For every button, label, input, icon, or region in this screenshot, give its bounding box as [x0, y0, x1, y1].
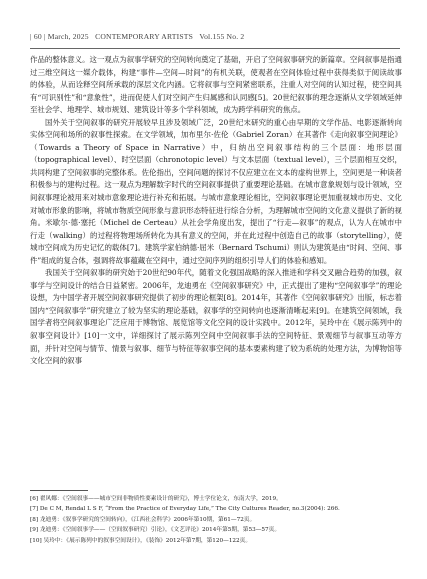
- page-number: 60: [33, 32, 42, 41]
- article-body: [30, 54, 402, 368]
- volume-issue: Vol.155 No. 2: [199, 32, 245, 41]
- footnote: [6] 翟风娜：《空间叙事——城市空间非物质性要素设计的研究》，博士学位论文，东南大学，2019。: [30, 496, 282, 502]
- header-divider: [30, 48, 400, 49]
- body-paragraph: 我国关于空间叙事的研究始于20世纪90年代，随着文化强国战略的深入推进和学科交叉融合趋势的加强，叙事学与空间设计的结合日益紧密。2006年，龙迪勇在《空间叙事研究》中，正式提出了建构“空间叙事学”的理论设想，为中国学者开展空间叙事研究提供了初步的理论框架[8]。2014年，其著作《空间叙事研究》出版，标志着国内“空间叙事学”研究建立了较为坚实的理论基础，叙事学的空间转向也逐渐清晰起来[9]。在建筑空间领域，我国学者将空间叙事理论广泛应用于博物馆、展览馆等文化空间的设计实践中。2012年，吴玲中在《展示陈列中的叙事空间设计》[10]一文中，详细探讨了展示陈列空间中空间叙事手法的空间特征、景观细节与叙事互动等方面，并针对空间与情节、情景与叙事、细节与特征等叙事空间的基本要素构建了较为系统的处理方法，为博物馆等文化空间的叙事: [30, 268, 402, 366]
- running-header: [30, 32, 400, 41]
- footnote-divider: [30, 490, 88, 491]
- footnote: [8] 龙迪勇：《叙事学研究的空间转向》，《江西社会科学》2006年第10期，第61—72页。: [30, 516, 256, 523]
- header-separator: |: [41, 32, 48, 41]
- footnote: [10] 吴玲中：《展示陈列中的叙事空间设计》，《装饰》2012年第7期，第120—122页。: [30, 537, 252, 544]
- footnote: [7] De C M, Rendal L S F, “From the Practice of Everyday Life,” The City Cultures Reader, no.3(2004): 266.: [30, 506, 340, 513]
- header-separator: |: [30, 32, 34, 41]
- body-paragraph: 作品的整体意义。这一观点为叙事学研究的空间转向奠定了基础，开启了空间叙事研究的新篇章。空间叙事是指通过三维空间这一媒介载体，构建“事件—空间—时间”的有机关联，使观者在空间体验过程中获得类似于阅读故事的体验，从而诠释空间所承载的深层文化内涵。它将叙事与空间紧密联系，注重人对空间的认知过程，使空间具有“可识别性”和“意象性”，进而促使人们对空间产生归属感和认同感[5]。20世纪叙事的理念逐渐从文学领域延伸至社会学、地理学、城市规划、建筑设计等多个学科领域，成为跨学科研究的焦点。: [30, 55, 402, 115]
- footnotes: [30, 494, 402, 546]
- body-paragraph: 国外关于空间叙事的研究开展较早且涉及领域广泛，20世纪末研究的重心由早期的文学作品、电影逐渐转向实体空间和场所的叙事性探索。在文学领域，加布里尔·佐伦（Gabriel Zoran）在其著作《走向叙事空间理论》（Towards a Theory of Space in Narrative）中，归纳出空间叙事结构的三个层面：地形层面（topographical level）、时空层面（chronotopic level）与文本层面（textual level），三个层面相互交织，共同构建了空间叙事的完整体系。佐伦指出，空间问题的探讨不仅应建立在文本的虚构世界上，空间更是一种读者积极参与的建构过程。这一观点为理解数字时代的空间叙事提供了重要理论基础。在城市意象规划与设计领域，空间叙事理论被用来对城市意象理论进行补充和拓展。与城市意象理论相比，空间叙事理论更加重视城市历史、文化对城市形象的影响，将城市物质空间形象与意识形态特征进行综合分析，为理解城市空间的文化意义提供了新的视角。米歇尔·德·塞托（Michel de Certeau）从社会学角度出发，提出了“行走—叙事”的观点，认为人在城市中行走（walking）的过程将物理场所转化为具有意义的空间，并在此过程中创造自己的故事（storytelling），使城市空间成为历史记忆的载体[7]。建筑学家伯纳德·屈米（Bernard Tschumi）则认为建筑是由“时间、空间、事件”组成的复合体，强调将故事蕴藏在空间中，通过空间序列的组织引导人们的体验和感知。: [30, 117, 402, 265]
- footnote: [9] 龙迪勇：《空间叙事学——（空间叙事研究）引论》，《文艺评论》2014年第5期，第53—57页。: [30, 527, 281, 534]
- issue-date: March, 2025: [47, 32, 89, 41]
- journal-name: CONTEMPORARY ARTISTS: [95, 32, 194, 41]
